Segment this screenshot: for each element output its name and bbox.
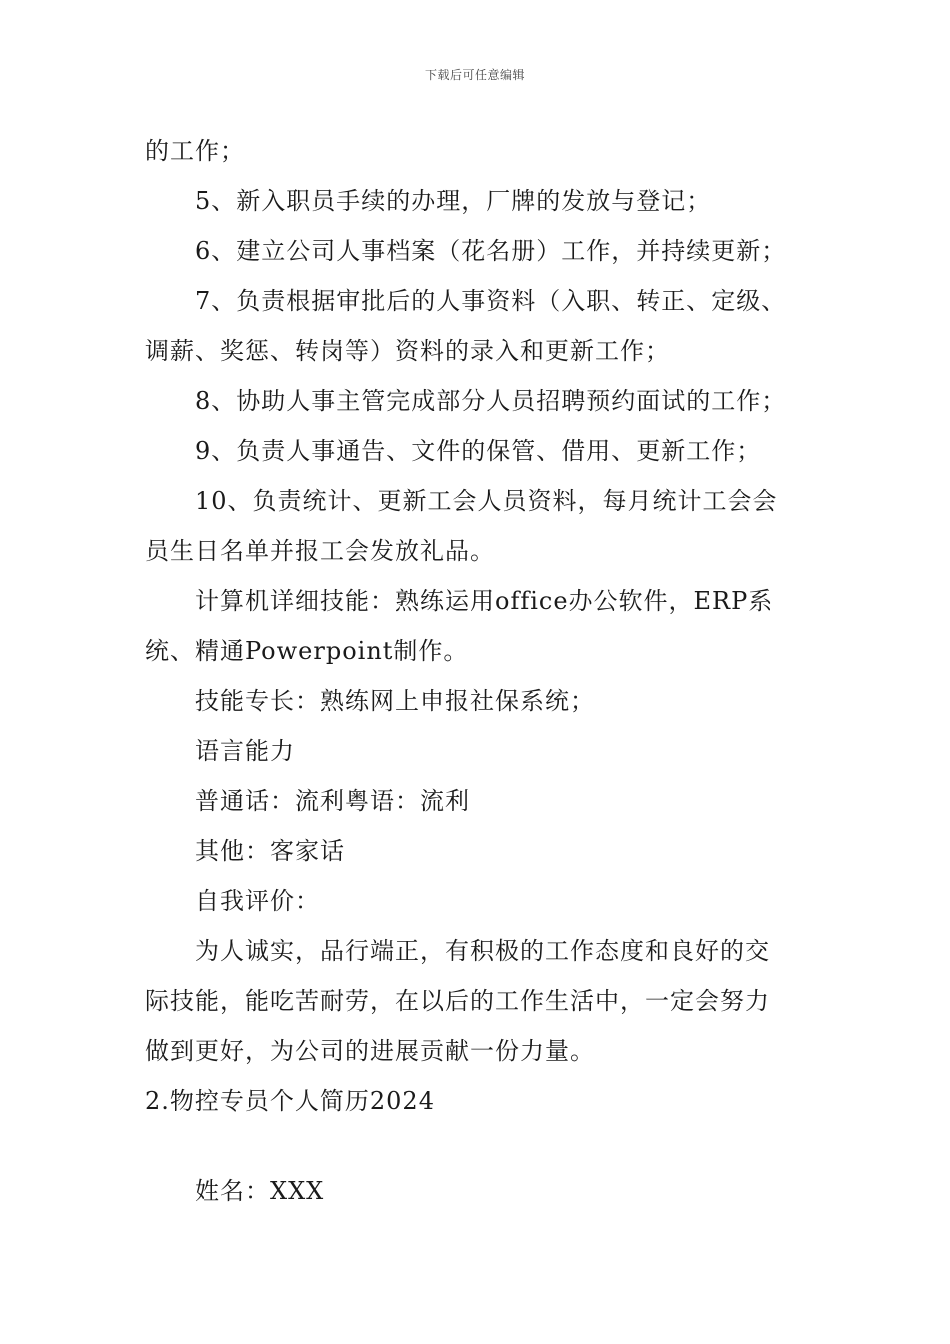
page-header: 下载后可任意编辑 — [424, 68, 525, 82]
text-line: 做到更好，为公司的进展贡献一份力量。 — [145, 1037, 595, 1065]
text-line: 际技能，能吃苦耐劳，在以后的工作生活中，一定会努力 — [145, 987, 770, 1015]
text-line: 普通话：流利粤语：流利 — [195, 787, 470, 815]
text-line: 9、负责人事通告、文件的保管、借用、更新工作； — [195, 437, 762, 465]
text-line: 员生日名单并报工会发放礼品。 — [145, 537, 495, 565]
text-line: 调薪、奖惩、转岗等）资料的录入和更新工作； — [145, 337, 670, 365]
text-line: 其他：客家话 — [195, 837, 345, 865]
text-line: 为人诚实，品行端正，有积极的工作态度和良好的交 — [195, 937, 770, 965]
text-line: 8、协助人事主管完成部分人员招聘预约面试的工作； — [195, 387, 787, 415]
section-heading-language: 语言能力 — [195, 737, 295, 765]
text-line: 6、建立公司人事档案（花名册）工作，并持续更新； — [195, 237, 787, 265]
document-body — [145, 126, 810, 1216]
section-heading-self-evaluation: 自我评价： — [195, 887, 320, 915]
name-field: 姓名：XXX — [195, 1177, 325, 1205]
text-line: 的工作； — [145, 137, 245, 165]
text-line: 计算机详细技能：熟练运用office办公软件，ERP系 — [195, 587, 774, 615]
text-line: 5、新入职员手续的办理，厂牌的发放与登记； — [195, 187, 712, 215]
text-line: 7、负责根据审批后的人事资料（入职、转正、定级、 — [195, 287, 787, 315]
text-line: 10、负责统计、更新工会人员资料，每月统计工会会 — [195, 487, 778, 515]
spacer — [145, 1126, 810, 1166]
text-line: 统、精通Powerpoint制作。 — [145, 637, 469, 665]
section-title: 2.物控专员个人简历2024 — [145, 1087, 435, 1115]
text-line: 技能专长：熟练网上申报社保系统； — [195, 687, 595, 715]
